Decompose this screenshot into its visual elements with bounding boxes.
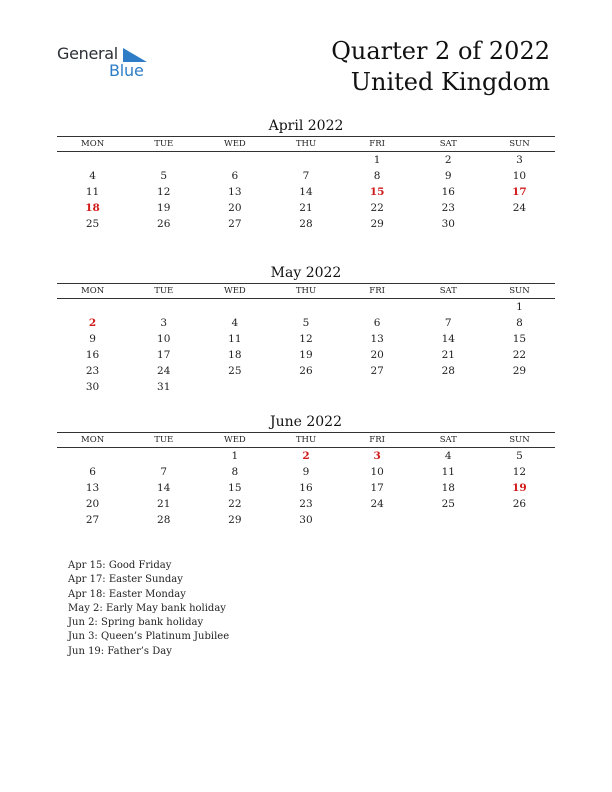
- day-cell: 20: [85, 498, 100, 510]
- empty-day-cell: [342, 299, 413, 315]
- day-cell: 30: [299, 514, 313, 526]
- week-row: [57, 331, 555, 347]
- week-row: [57, 363, 555, 379]
- day-cell: 5: [160, 170, 168, 182]
- empty-day-cell: [413, 379, 484, 395]
- day-cell: 18: [85, 202, 100, 214]
- day-cell: 23: [441, 202, 455, 214]
- day-cell: 15: [369, 186, 385, 198]
- empty-day-cell: [413, 299, 484, 315]
- empty-day-cell: [413, 512, 484, 528]
- weekday-header: [57, 136, 555, 152]
- day-cell: 1: [231, 450, 239, 462]
- holiday-item: Apr 15: Good Friday: [68, 560, 172, 571]
- day-cell: 14: [441, 333, 455, 345]
- day-cell: 22: [228, 498, 242, 510]
- day-cell: 24: [157, 365, 171, 377]
- day-cell: 16: [441, 186, 455, 198]
- logo-general-text: General: [57, 44, 118, 63]
- day-cell: 20: [228, 202, 242, 214]
- day-cell: 27: [85, 514, 100, 526]
- weekday-label: THU: [295, 435, 317, 445]
- day-cell: 13: [85, 482, 100, 494]
- day-cell: 15: [228, 482, 242, 494]
- day-cell: 25: [228, 365, 242, 377]
- day-cell: 9: [302, 466, 310, 478]
- empty-day-cell: [270, 299, 341, 315]
- day-cell: 2: [302, 450, 310, 462]
- week-row: [57, 315, 555, 331]
- day-cell: 7: [444, 317, 452, 329]
- page-title: [331, 36, 550, 98]
- week-row: [57, 496, 555, 512]
- day-cell: 31: [157, 381, 171, 393]
- day-cell: 29: [512, 365, 527, 377]
- day-cell: 7: [160, 466, 168, 478]
- day-cell: 6: [373, 317, 381, 329]
- day-cell: 14: [299, 186, 313, 198]
- day-cell: 15: [512, 333, 527, 345]
- day-cell: 13: [228, 186, 242, 198]
- day-cell: 21: [299, 202, 313, 214]
- weekday-label: SAT: [439, 139, 457, 149]
- weekday-label: WED: [223, 435, 246, 445]
- day-cell: 26: [157, 218, 171, 230]
- weekday-label: FRI: [369, 286, 385, 296]
- weekday-label: SAT: [439, 435, 457, 445]
- day-cell: 3: [373, 450, 381, 462]
- week-row: [57, 480, 555, 496]
- day-cell: 1: [373, 154, 381, 166]
- empty-day-cell: [128, 152, 199, 168]
- week-row: [57, 200, 555, 216]
- weekday-label: SUN: [509, 286, 530, 296]
- weekday-label: THU: [295, 286, 317, 296]
- empty-day-cell: [199, 379, 270, 395]
- empty-day-cell: [57, 448, 128, 464]
- day-cell: 19: [157, 202, 171, 214]
- week-row: [57, 152, 555, 168]
- day-cell: 26: [512, 498, 527, 510]
- day-cell: 4: [231, 317, 239, 329]
- weekday-label: WED: [223, 286, 246, 296]
- holiday-list: [68, 559, 229, 659]
- day-cell: 9: [444, 170, 452, 182]
- day-cell: 25: [441, 498, 455, 510]
- week-row: [57, 168, 555, 184]
- day-cell: 11: [441, 466, 455, 478]
- empty-day-cell: [199, 299, 270, 315]
- day-cell: 29: [228, 514, 242, 526]
- day-cell: 28: [157, 514, 171, 526]
- day-cell: 14: [157, 482, 171, 494]
- day-cell: 4: [89, 170, 96, 182]
- holiday-item: Jun 19: Father’s Day: [68, 645, 172, 657]
- day-cell: 12: [157, 186, 171, 198]
- day-cell: 8: [373, 170, 381, 182]
- day-cell: 5: [302, 317, 310, 329]
- day-cell: 6: [89, 466, 96, 478]
- day-cell: 17: [512, 186, 527, 198]
- day-cell: 5: [516, 450, 523, 462]
- generalblue-logo: [57, 44, 167, 84]
- day-cell: 8: [231, 466, 239, 478]
- empty-day-cell: [270, 379, 341, 395]
- weekday-label: FRI: [369, 435, 385, 445]
- week-row: [57, 448, 555, 464]
- day-cell: 28: [441, 365, 455, 377]
- week-row: [57, 216, 555, 232]
- weekday-label: SUN: [509, 139, 530, 149]
- empty-day-cell: [484, 379, 555, 395]
- day-cell: 2: [88, 317, 97, 329]
- day-cell: 21: [441, 349, 455, 361]
- day-cell: 17: [157, 349, 171, 361]
- weekday-label: TUE: [154, 435, 174, 445]
- month-calendar-april: [57, 116, 555, 232]
- logo-blue-text: Blue: [109, 61, 144, 80]
- day-cell: 10: [157, 333, 171, 345]
- empty-day-cell: [270, 152, 341, 168]
- weekday-label: TUE: [154, 139, 174, 149]
- day-cell: 30: [441, 218, 455, 230]
- day-cell: 2: [444, 154, 452, 166]
- day-cell: 22: [512, 349, 527, 361]
- month-calendar-june: [57, 412, 555, 528]
- day-cell: 12: [512, 466, 527, 478]
- month-title: April 2022: [268, 118, 344, 134]
- week-row: [57, 184, 555, 200]
- day-cell: 11: [85, 186, 100, 198]
- holiday-item: May 2: Early May bank holiday: [68, 602, 226, 614]
- empty-day-cell: [484, 512, 555, 528]
- day-cell: 27: [370, 365, 384, 377]
- day-cell: 13: [370, 333, 384, 345]
- empty-day-cell: [128, 448, 199, 464]
- day-cell: 20: [370, 349, 384, 361]
- day-cell: 25: [85, 218, 100, 230]
- weekday-header: [57, 432, 555, 448]
- day-cell: 10: [370, 466, 384, 478]
- weekday-label: TUE: [154, 286, 174, 296]
- weekday-label: SUN: [509, 435, 530, 445]
- day-cell: 10: [512, 170, 527, 182]
- day-cell: 26: [299, 365, 313, 377]
- day-cell: 22: [370, 202, 384, 214]
- week-row: [57, 512, 555, 528]
- holiday-item: Jun 3: Queen’s Platinum Jubilee: [68, 631, 230, 643]
- day-cell: 12: [299, 333, 313, 345]
- weekday-header: [57, 283, 555, 299]
- month-title: June 2022: [269, 414, 342, 430]
- empty-day-cell: [57, 152, 128, 168]
- day-cell: 19: [299, 349, 313, 361]
- day-cell: 30: [85, 381, 100, 393]
- day-cell: 3: [516, 154, 523, 166]
- day-cell: 24: [370, 498, 384, 510]
- day-cell: 28: [299, 218, 313, 230]
- weekday-label: FRI: [369, 139, 385, 149]
- day-cell: 6: [231, 170, 239, 182]
- day-cell: 9: [89, 333, 96, 345]
- week-row: [57, 299, 555, 315]
- weekday-label: SAT: [439, 286, 457, 296]
- day-cell: 18: [228, 349, 242, 361]
- week-row: [57, 464, 555, 480]
- holiday-item: Jun 2: Spring bank holiday: [68, 617, 204, 629]
- day-cell: 3: [160, 317, 168, 329]
- weekday-label: THU: [295, 139, 317, 149]
- weekday-label: MON: [81, 286, 105, 296]
- day-cell: 17: [370, 482, 384, 494]
- empty-day-cell: [199, 152, 270, 168]
- day-cell: 19: [512, 482, 527, 494]
- day-cell: 21: [157, 498, 171, 510]
- weekday-label: WED: [223, 139, 246, 149]
- empty-day-cell: [484, 216, 555, 232]
- day-cell: 1: [516, 301, 523, 313]
- weekday-label: MON: [81, 139, 105, 149]
- holiday-item: Apr 17: Easter Sunday: [68, 574, 183, 586]
- week-row: [57, 379, 555, 395]
- day-cell: 27: [228, 218, 242, 230]
- holiday-item: Apr 18: Easter Monday: [68, 588, 186, 600]
- month-calendar-may: [57, 263, 555, 395]
- week-row: [57, 347, 555, 363]
- weekday-label: MON: [81, 435, 105, 445]
- day-cell: 11: [228, 333, 242, 345]
- empty-day-cell: [57, 299, 128, 315]
- day-cell: 23: [299, 498, 313, 510]
- day-cell: 4: [444, 450, 452, 462]
- day-cell: 8: [516, 317, 523, 329]
- day-cell: 16: [85, 349, 100, 361]
- day-cell: 16: [299, 482, 313, 494]
- empty-day-cell: [128, 299, 199, 315]
- day-cell: 7: [302, 170, 310, 182]
- day-cell: 18: [441, 482, 455, 494]
- day-cell: 24: [512, 202, 527, 214]
- day-cell: 23: [85, 365, 100, 377]
- empty-day-cell: [342, 512, 413, 528]
- month-title: May 2022: [270, 265, 342, 281]
- empty-day-cell: [342, 379, 413, 395]
- day-cell: 29: [370, 218, 384, 230]
- title-country: United Kingdom: [350, 68, 550, 96]
- title-quarter: Quarter 2 of 2022: [331, 37, 550, 65]
